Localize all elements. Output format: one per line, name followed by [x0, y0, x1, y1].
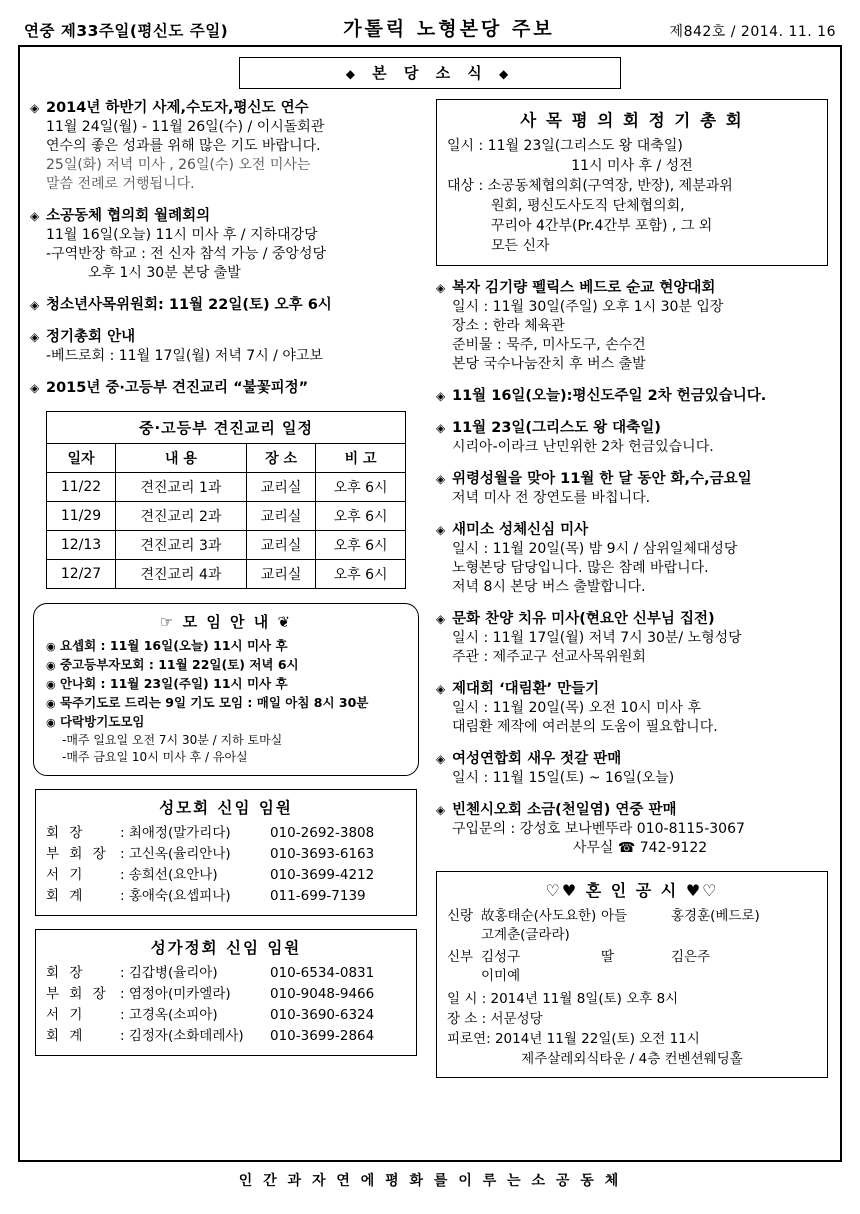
meeting-text: 안나회 : 11월 23일(주일) 11시 미사 후 [59, 676, 288, 691]
council-general-meeting-box [436, 99, 828, 266]
notice-item [436, 801, 828, 858]
notice-item [436, 387, 828, 406]
circle-bullet-icon: ◉ [46, 716, 56, 729]
notice-line: 25일(화) 저녁 미사 , 26일(수) 오전 미사는 [46, 157, 311, 173]
meeting-line [46, 713, 406, 732]
notice-line: -베드로회 : 11월 17일(월) 저녁 7시 / 야고보 [46, 348, 323, 364]
meeting-info-box [33, 603, 419, 776]
officer-name: : 고신옥(율리안나) [120, 846, 231, 862]
officer-phone: 010-9048-9466 [270, 986, 375, 1002]
wedding-line: 피로연: 2014년 11월 22일(토) 오전 11시 [447, 1031, 700, 1047]
council-title: 사 목 평 의 회 정 기 총 회 [520, 111, 744, 130]
officer-phone: 010-3699-2864 [270, 1028, 375, 1044]
officer-name: : 최애정(말가리다) [120, 825, 231, 841]
wedding-title: ♡♥ 혼 인 공 시 ♥♡ [545, 881, 719, 900]
diamond-bullet-icon: ◈ [436, 389, 446, 403]
wedding-line: 제주살레외식타운 / 4층 컨벤션웨딩홀 [521, 1051, 743, 1067]
notice-item [30, 379, 422, 398]
officer-phone: 010-6534-0831 [270, 965, 375, 981]
officer-row [46, 865, 406, 886]
masthead-issue: 제842호 / 2014. 11. 16 [669, 24, 836, 40]
notice-item [436, 610, 828, 667]
officer-role: 부 회 장 [46, 986, 109, 1002]
cell-date: 12/27 [47, 560, 116, 589]
bride-mother: 이미예 [481, 968, 521, 984]
right-column [436, 99, 828, 1078]
table-row [47, 473, 406, 502]
meeting-subline: -매주 일요일 오전 7시 30분 / 지하 토마실 [62, 733, 283, 747]
diamond-bullet-icon: ◈ [436, 612, 446, 626]
meeting-text: 중고등부자모회 : 11월 22일(토) 저녁 6시 [59, 657, 299, 672]
notice-title: 문화 찬양 치유 미사(현요안 신부님 집전) [452, 611, 715, 627]
council-line: 꾸리아 4간부(Pr.4간부 포함) , 그 외 [491, 218, 713, 234]
notice-line: 본당 국수나눔잔치 후 버스 출발 [452, 356, 646, 372]
officer-role: 서 기 [46, 1007, 86, 1023]
notice-item [30, 207, 422, 283]
notice-line: 말씀 전례로 거행됩니다. [46, 176, 195, 192]
officer-name: : 고경옥(소피아) [120, 1007, 218, 1023]
notice-line: 노형본당 담당입니다. 많은 참례 바랍니다. [452, 560, 709, 576]
officer-role: 회 장 [46, 965, 86, 981]
notice-line: 일시 : 11월 30일(주일) 오후 1시 30분 입장 [452, 299, 724, 315]
diamond-bullet-icon: ◈ [436, 421, 446, 435]
officer-name: : 김갑병(율리아) [120, 965, 218, 981]
content-frame [18, 45, 842, 1162]
notice-line: 연수의 좋은 성과를 위해 많은 기도 바랍니다. [46, 138, 321, 154]
bride-label: 신부 [447, 949, 474, 965]
meeting-text: 요셉회 : 11월 16일(오늘) 11시 미사 후 [59, 638, 288, 653]
diamond-bullet-icon: ◈ [30, 298, 40, 312]
section-banner [239, 57, 621, 89]
cell-place: 교리실 [246, 560, 315, 589]
officer-role: 서 기 [46, 867, 86, 883]
pointing-hand-icon: ☞ [159, 613, 176, 631]
notice-title: 소공동체 협의회 월례회의 [46, 208, 211, 224]
wedding-line: 장 소 : 서문성당 [447, 1011, 543, 1027]
officer-row [46, 886, 406, 907]
notice-line: 11월 24일(월) - 11월 26일(수) / 이시돌회관 [46, 119, 325, 135]
council-line: 11시 미사 후 / 성전 [571, 158, 693, 174]
diamond-bullet-icon: ◈ [30, 101, 40, 115]
diamond-bullet-icon: ◈ [30, 330, 40, 344]
diamond-bullet-icon: ◈ [436, 281, 446, 295]
notice-title: 2015년 중·고등부 견진교리 “불꽃피정” [46, 380, 309, 396]
council-line: 원회, 평신도사도직 단체협의회, [491, 198, 685, 214]
notice-line: 저녁 미사 전 장연도를 바칩니다. [452, 490, 651, 506]
officer-phone: 010-3699-4212 [270, 867, 375, 883]
masthead-title: 가톨릭 노형본당 주보 [343, 18, 555, 40]
officer-row [46, 963, 406, 984]
diamond-bullet-icon: ◈ [30, 381, 40, 395]
notice-item [436, 279, 828, 374]
council-line: 일시 : 11월 23일(그리스도 왕 대축일) [447, 138, 683, 154]
notice-line: 일시 : 11월 15일(토) ~ 16일(오늘) [452, 770, 675, 786]
notice-line: 시리아-이라크 난민위한 2차 헌금있습니다. [452, 439, 714, 455]
notice-item [30, 99, 422, 194]
bride-father: 김성구 [481, 949, 521, 965]
meeting-line [46, 694, 406, 713]
circle-bullet-icon: ◉ [46, 640, 56, 653]
notice-title: 11월 23일(그리스도 왕 대축일) [452, 420, 661, 436]
cell-content: 견진교리 2과 [116, 502, 247, 531]
cell-date: 12/13 [47, 531, 116, 560]
notice-line: 사무실 ☎ 742-9122 [572, 840, 708, 856]
diamond-bullet-icon: ◈ [436, 803, 446, 817]
two-column-layout [30, 99, 830, 1078]
officers-title: 성가정회 신임 임원 [150, 939, 302, 957]
cell-note: 오후 6시 [316, 502, 406, 531]
meeting-line [46, 675, 406, 694]
groom-name: 홍경훈(베드로) [671, 908, 760, 924]
cell-note: 오후 6시 [316, 473, 406, 502]
notice-title: 복자 김기량 펠릭스 베드로 순교 현양대회 [452, 280, 716, 296]
notice-title: 제대회 ‘대림환’ 만들기 [452, 681, 600, 697]
notice-title: 청소년사목위원회: 11월 22일(토) 오후 6시 [46, 297, 332, 313]
officer-row [46, 823, 406, 844]
notice-title: 빈첸시오회 소금(천일염) 연중 판매 [452, 802, 677, 818]
groom-label: 신랑 [447, 908, 474, 924]
notice-title: 여성연합회 새우 젓갈 판매 [452, 751, 622, 767]
officer-phone: 011-699-7139 [270, 888, 366, 904]
table-header: 내 용 [116, 444, 247, 473]
diamond-icon: ◆ [345, 67, 361, 81]
officer-phone: 010-2692-3808 [270, 825, 375, 841]
table-caption: 중·고등부 견진교리 일정 [47, 412, 406, 444]
council-line: 모든 신자 [491, 238, 550, 254]
table-row [47, 531, 406, 560]
cell-place: 교리실 [246, 473, 315, 502]
notice-item [436, 521, 828, 597]
left-column [30, 99, 422, 1069]
cell-content: 견진교리 3과 [116, 531, 247, 560]
meeting-line [46, 637, 406, 656]
officer-role: 회 장 [46, 825, 86, 841]
banner-label: 본 당 소 식 [372, 64, 488, 82]
officer-name: : 염정아(미카엘라) [120, 986, 231, 1002]
notice-item [436, 419, 828, 457]
cell-place: 교리실 [246, 531, 315, 560]
cell-content: 견진교리 1과 [116, 473, 247, 502]
notice-line: 준비물 : 묵주, 미사도구, 손수건 [452, 337, 646, 353]
notice-title: 2014년 하반기 사제,수도자,평신도 연수 [46, 100, 309, 116]
notice-item [436, 680, 828, 737]
masthead [18, 14, 842, 45]
notice-item [30, 328, 422, 366]
notice-line: 오후 1시 30분 본당 출발 [88, 265, 241, 281]
cell-date: 11/22 [47, 473, 116, 502]
masthead-left: 연중 제33주일(평신도 주일) [24, 22, 229, 40]
notice-line: 대림환 제작에 여러분의 도움이 필요합니다. [452, 719, 718, 735]
meeting-box-title [46, 611, 406, 632]
notice-line: 11월 16일(오늘) 11시 미사 후 / 지하대강당 [46, 227, 318, 243]
cell-content: 견진교리 4과 [116, 560, 247, 589]
notice-item [436, 470, 828, 508]
meeting-text: 묵주기도로 드리는 9일 기도 모임 : 매일 아침 8시 30분 [59, 695, 369, 710]
officer-name: : 홍애숙(요셉피나) [120, 888, 231, 904]
notice-line: 일시 : 11월 20일(목) 오전 10시 미사 후 [452, 700, 701, 716]
officer-role: 부 회 장 [46, 846, 109, 862]
notice-line: 일시 : 11월 17일(월) 저녁 7시 30분/ 노형성당 [452, 630, 742, 646]
diamond-bullet-icon: ◈ [436, 472, 446, 486]
officer-row [46, 1026, 406, 1047]
flower-icon: ❦ [277, 613, 293, 631]
officer-row [46, 984, 406, 1005]
table-header: 장 소 [246, 444, 315, 473]
diamond-bullet-icon: ◈ [436, 523, 446, 537]
council-line: 대상 : 소공동체협의회(구역장, 반장), 제분과위 [447, 178, 733, 194]
officer-row [46, 844, 406, 865]
officer-phone: 010-3693-6163 [270, 846, 375, 862]
notice-title: 정기총회 안내 [46, 329, 136, 345]
cell-place: 교리실 [246, 502, 315, 531]
notice-line: 저녁 8시 본당 버스 출발합니다. [452, 579, 646, 595]
table-row [47, 502, 406, 531]
bride-relation: 딸 [601, 949, 615, 965]
notice-item [436, 750, 828, 788]
officers-title: 성모회 신임 임원 [159, 799, 293, 817]
groom-relation: 아들 [601, 908, 628, 924]
meeting-box-label: 모 임 안 내 [182, 613, 271, 631]
cell-date: 11/29 [47, 502, 116, 531]
notice-title: 새미소 성체신심 미사 [452, 522, 589, 538]
wedding-line: 일 시 : 2014년 11월 8일(토) 오후 8시 [447, 991, 679, 1007]
page-footer: 인 간 과 자 연 에 평 화 를 이 루 는 소 공 동 체 [238, 1173, 622, 1189]
table-row [47, 560, 406, 589]
officer-row [46, 1005, 406, 1026]
officer-role: 회 계 [46, 888, 86, 904]
notice-item [30, 296, 422, 315]
notice-line: 주관 : 제주교구 선교사목위원회 [452, 649, 646, 665]
officer-name: : 송희선(요안나) [120, 867, 218, 883]
diamond-bullet-icon: ◈ [436, 682, 446, 696]
meeting-line [46, 656, 406, 675]
groom-row [447, 907, 817, 945]
meeting-text: 다락방기도모임 [59, 714, 145, 729]
groom-mother: 고계춘(글라라) [481, 927, 570, 943]
notice-title: 11월 16일(오늘):평신도주일 2차 헌금있습니다. [452, 388, 767, 404]
table-header: 비 고 [316, 444, 406, 473]
groom-father: 故홍태순(사도요한) [481, 908, 597, 924]
officers-box-seongmohoe [35, 789, 417, 916]
notice-line: -구역반장 학교 : 전 신자 참석 가능 / 중앙성당 [46, 246, 326, 262]
wedding-announcement-box [436, 871, 828, 1078]
circle-bullet-icon: ◉ [46, 678, 56, 691]
officers-box-seonggajeonghoe [35, 929, 417, 1056]
diamond-bullet-icon: ◈ [436, 752, 446, 766]
officer-phone: 010-3690-6324 [270, 1007, 375, 1023]
circle-bullet-icon: ◉ [46, 697, 56, 710]
bride-name: 김은주 [671, 949, 711, 965]
officer-name: : 김정자(소화데레사) [120, 1028, 244, 1044]
cell-note: 오후 6시 [316, 531, 406, 560]
table-header: 일자 [47, 444, 116, 473]
circle-bullet-icon: ◉ [46, 659, 56, 672]
notice-line: 일시 : 11월 20일(목) 밤 9시 / 삼위일체대성당 [452, 541, 738, 557]
bride-row [447, 948, 817, 986]
notice-line: 구입문의 : 강성호 보나벤뚜라 010-8115-3067 [452, 821, 745, 837]
diamond-icon: ◆ [499, 67, 515, 81]
diamond-bullet-icon: ◈ [30, 209, 40, 223]
notice-line: 장소 : 한라 체육관 [452, 318, 565, 334]
confirmation-schedule-table [46, 411, 406, 589]
officer-role: 회 계 [46, 1028, 86, 1044]
notice-title: 위령성월을 맞아 11월 한 달 동안 화,수,금요일 [452, 471, 752, 487]
cell-note: 오후 6시 [316, 560, 406, 589]
meeting-subline: -매주 금요일 10시 미사 후 / 유아실 [62, 750, 248, 764]
